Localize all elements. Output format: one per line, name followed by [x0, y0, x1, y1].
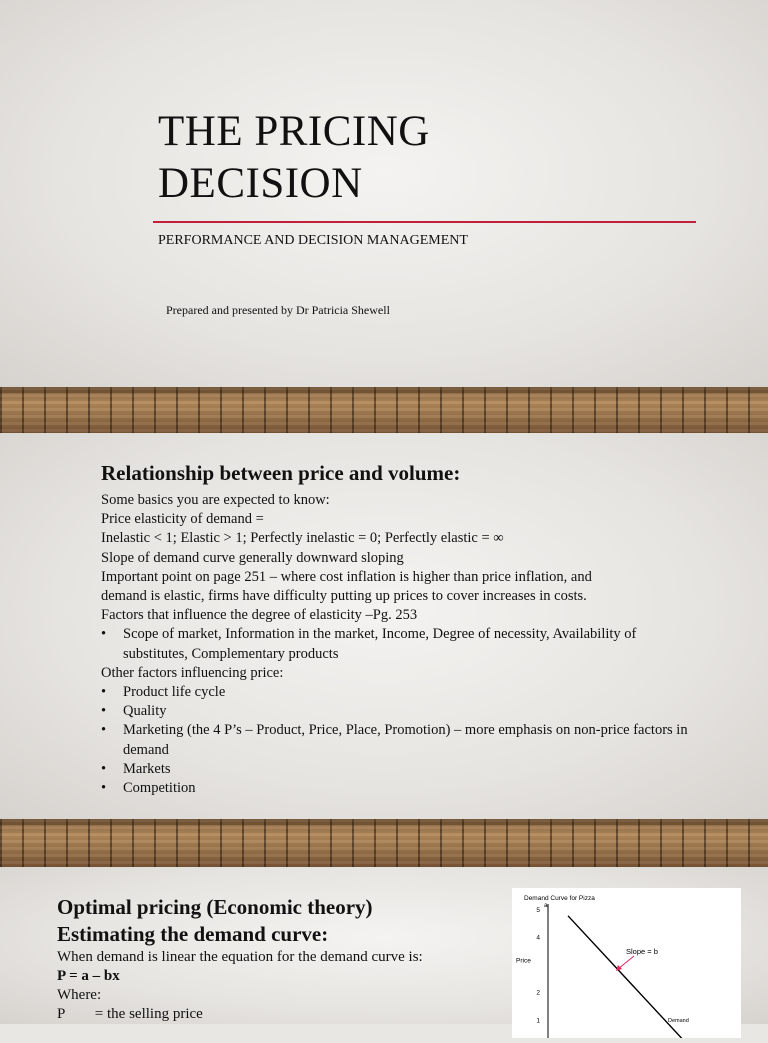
price-volume-content: [101, 460, 701, 798]
list-item: • Marketing (the 4 P’s – Product, Price, Place, Promotion) – more emphasis on non-price factors in demand: [101, 721, 698, 759]
text-line: Some basics you are expected to know:: [101, 492, 330, 508]
other-factors-heading: Other factors influencing price:: [101, 664, 284, 681]
y-axis-label: Price: [516, 957, 531, 965]
slide-subtitle: PERFORMANCE AND DECISION MANAGEMENT: [158, 233, 468, 248]
text-line: demand is elastic, firms have difficulty putting up prices to cover increases in costs.: [101, 588, 587, 605]
chart-title: Demand Curve for Pizza: [524, 895, 595, 902]
text-line: P = the selling price: [57, 1006, 203, 1022]
slope-annotation: Slope = b: [626, 947, 658, 956]
list-item: • Competition: [101, 779, 701, 798]
wood-floor-divider: [0, 387, 768, 433]
text-line: Where:: [57, 987, 102, 1003]
demand-equation: P = a – bx: [57, 968, 120, 984]
y-tick-label: 5: [536, 906, 540, 914]
text-line: Inelastic < 1; Elastic > 1; Perfectly inelastic = 0; Perfectly elastic = ∞: [101, 530, 504, 547]
text-line: Factors that influence the degree of elasticity –Pg. 253: [101, 607, 418, 624]
list-item: • Markets: [101, 760, 701, 779]
title-slide: [0, 0, 768, 387]
elasticity-factors-list: [101, 625, 701, 663]
slope-arrow: [618, 956, 634, 969]
wood-floor-divider: [0, 819, 768, 867]
list-item: • Quality: [101, 702, 701, 721]
slide2-heading: Relationship between price and volume:: [101, 461, 461, 485]
optimal-pricing-content: [57, 894, 497, 1024]
demand-curve-chart: [512, 888, 741, 1038]
slide3-heading-2: Estimating the demand curve:: [57, 922, 329, 946]
list-item: • Scope of market, Information in the market, Income, Degree of necessity, Availability of substitutes, Complementary products: [101, 625, 683, 663]
text-line: Price elasticity of demand =: [101, 511, 264, 528]
presenter-credit: Prepared and presented by Dr Patricia Shewell: [166, 303, 390, 317]
y-tick-label: 2: [536, 989, 540, 997]
y-tick-label: 1: [536, 1017, 540, 1025]
point-a-label: a: [544, 901, 548, 909]
text-line: When demand is linear the equation for the demand curve is:: [57, 949, 423, 965]
y-tick-label: 4: [536, 934, 540, 942]
slide3-heading-1: Optimal pricing (Economic theory): [57, 895, 373, 919]
text-line: Important point on page 251 – where cost inflation is higher than price inflation, and: [101, 568, 592, 585]
title-line-2: DECISION: [158, 160, 363, 207]
title-divider: [153, 221, 696, 223]
series-label-demand: Demand: [668, 1018, 689, 1024]
text-line: Slope of demand curve generally downward sloping: [101, 549, 404, 566]
other-factors-list: [101, 683, 701, 798]
demand-chart-svg: [512, 888, 741, 1038]
title-line-1: THE PRICING: [158, 108, 430, 155]
slide-title: [158, 106, 430, 210]
list-item: • Product life cycle: [101, 683, 701, 702]
